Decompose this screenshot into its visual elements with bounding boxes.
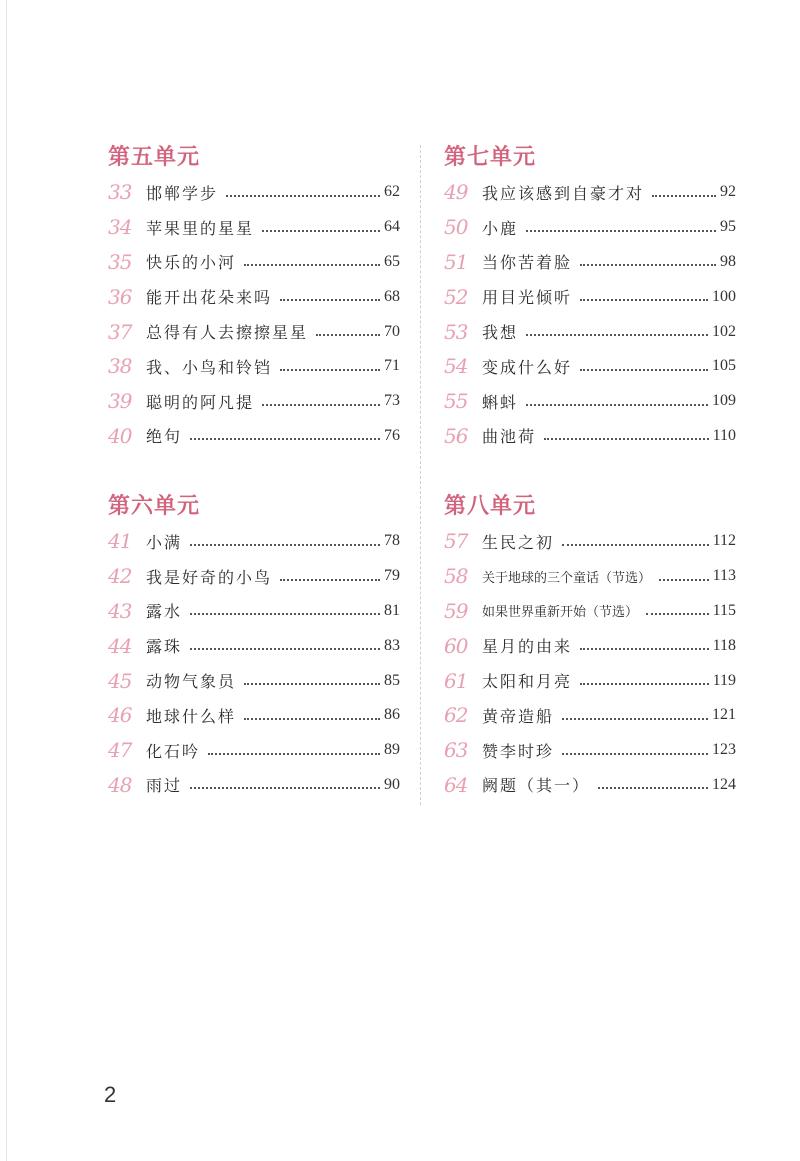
dot-leader (659, 578, 709, 581)
dot-leader (226, 194, 380, 197)
toc-entry[interactable] (444, 559, 736, 594)
lesson-number: 38 (108, 354, 132, 379)
lesson-number: 44 (108, 633, 132, 658)
unit-title: 第八单元 (444, 494, 537, 519)
dot-leader (562, 543, 709, 546)
toc-entry[interactable] (444, 524, 736, 559)
toc-entry[interactable] (444, 175, 736, 210)
lesson-number: 59 (444, 598, 468, 623)
lesson-title: 当你苦着脸 (482, 253, 573, 273)
lesson-title: 苹果里的星星 (146, 218, 255, 238)
dot-leader (580, 263, 716, 266)
toc-entry[interactable] (444, 279, 736, 314)
page-ref: 121 (712, 706, 736, 724)
lesson-title: 邯郸学步 (146, 183, 219, 203)
toc-entry[interactable] (108, 768, 400, 803)
dot-leader (280, 298, 380, 301)
toc-entry[interactable] (108, 175, 400, 210)
lesson-number: 33 (108, 180, 132, 205)
page-ref: 71 (384, 357, 400, 375)
dot-leader (208, 752, 380, 755)
lesson-number: 62 (444, 703, 468, 728)
toc-entry[interactable] (108, 698, 400, 733)
dot-leader (598, 786, 708, 789)
lesson-number: 37 (108, 319, 132, 344)
lesson-title: 露珠 (146, 637, 183, 657)
dot-leader (190, 543, 380, 546)
lesson-title: 我、小鸟和铃铛 (146, 357, 273, 377)
page-ref: 118 (712, 636, 736, 654)
lesson-number: 56 (444, 423, 468, 448)
page-ref: 81 (384, 601, 400, 619)
page-ref: 89 (384, 741, 400, 759)
dot-leader (280, 578, 380, 581)
lesson-title: 关于地球的三个童话（节选） (482, 570, 652, 586)
page-ref: 113 (712, 567, 736, 585)
page-ref: 76 (384, 426, 400, 444)
lesson-number: 49 (444, 180, 468, 205)
dot-leader (580, 298, 708, 301)
dot-leader (562, 717, 708, 720)
toc-entry[interactable] (444, 349, 736, 384)
dot-leader (580, 368, 708, 371)
lesson-title: 星月的由来 (482, 637, 573, 657)
page-ref: 123 (712, 741, 736, 759)
lesson-title: 雨过 (146, 776, 183, 796)
lesson-number: 55 (444, 389, 468, 414)
page-ref: 105 (712, 357, 736, 375)
lesson-number: 39 (108, 389, 132, 414)
toc-entry[interactable] (108, 384, 400, 419)
lesson-title: 用目光倾听 (482, 288, 573, 308)
page-ref: 124 (712, 775, 736, 793)
lesson-number: 41 (108, 529, 132, 554)
dot-leader (526, 229, 716, 232)
page-ref: 64 (384, 218, 400, 236)
toc-entry[interactable] (108, 628, 400, 663)
lesson-title: 阙题（其一） (482, 776, 591, 796)
lesson-number: 46 (108, 703, 132, 728)
lesson-title: 露水 (146, 602, 183, 622)
unit-section (108, 143, 400, 453)
dot-leader (262, 229, 380, 232)
toc-entry[interactable] (108, 419, 400, 454)
unit-section (444, 492, 736, 802)
lesson-title: 如果世界重新开始（节选） (482, 605, 639, 621)
lesson-number: 58 (444, 564, 468, 589)
lesson-title: 变成什么好 (482, 357, 573, 377)
lesson-number: 34 (108, 215, 132, 240)
lesson-title: 绝句 (146, 427, 183, 447)
lesson-title: 我想 (482, 323, 519, 343)
toc-entry[interactable] (444, 768, 736, 803)
toc-entry[interactable] (108, 594, 400, 629)
lesson-number: 42 (108, 564, 132, 589)
page-ref: 95 (720, 218, 736, 236)
page-edge-line (6, 0, 7, 1161)
page-ref: 119 (712, 671, 736, 689)
lesson-title: 蝌蚪 (482, 392, 519, 412)
lesson-title: 快乐的小河 (146, 253, 237, 273)
lesson-number: 63 (444, 738, 468, 763)
page-ref: 73 (384, 392, 400, 410)
lesson-title: 生民之初 (482, 532, 555, 552)
lesson-number: 40 (108, 423, 132, 448)
toc-entry[interactable] (444, 698, 736, 733)
lesson-title: 小满 (146, 532, 183, 552)
page-number: 2 (104, 1082, 117, 1107)
lesson-number: 47 (108, 738, 132, 763)
page-ref: 86 (384, 706, 400, 724)
dot-leader (580, 647, 709, 650)
dot-leader (262, 403, 380, 406)
lesson-title: 能开出花朵来吗 (146, 288, 273, 308)
page-ref: 92 (720, 183, 736, 201)
page-ref: 90 (384, 775, 400, 793)
page-ref: 62 (384, 183, 400, 201)
lesson-number: 48 (108, 772, 132, 797)
lesson-title: 黄帝造船 (482, 706, 555, 726)
page-ref: 68 (384, 287, 400, 305)
lesson-number: 35 (108, 249, 132, 274)
dot-leader (190, 786, 380, 789)
page-ref: 85 (384, 671, 400, 689)
page-ref: 115 (712, 601, 736, 619)
page-ref: 102 (712, 322, 736, 340)
lesson-title: 地球什么样 (146, 706, 237, 726)
lesson-title: 太阳和月亮 (482, 672, 573, 692)
dot-leader (544, 437, 709, 440)
dot-leader (190, 437, 380, 440)
dot-leader (244, 717, 380, 720)
toc-entry[interactable] (108, 210, 400, 245)
toc-entry[interactable] (444, 384, 736, 419)
lesson-number: 51 (444, 249, 468, 274)
column-divider (420, 145, 421, 805)
lesson-number: 60 (444, 633, 468, 658)
lesson-number: 52 (444, 284, 468, 309)
lesson-number: 53 (444, 319, 468, 344)
lesson-title: 我是好奇的小鸟 (146, 567, 273, 587)
dot-leader (562, 752, 708, 755)
toc-entry[interactable] (444, 594, 736, 629)
lesson-title: 小鹿 (482, 218, 519, 238)
lesson-number: 36 (108, 284, 132, 309)
toc-entry[interactable] (108, 349, 400, 384)
toc-entry[interactable] (108, 279, 400, 314)
toc-entry[interactable] (108, 245, 400, 280)
lesson-number: 50 (444, 215, 468, 240)
page-ref: 98 (720, 252, 736, 270)
page-ref: 100 (712, 287, 736, 305)
lesson-title: 化石吟 (146, 741, 201, 761)
toc-entry[interactable] (444, 419, 736, 454)
lesson-title: 总得有人去擦擦星星 (146, 323, 309, 343)
dot-leader (652, 194, 716, 197)
toc-entry[interactable] (444, 733, 736, 768)
dot-leader (646, 612, 709, 615)
lesson-title: 我应该感到自豪才对 (482, 183, 645, 203)
dot-leader (280, 368, 380, 371)
toc-entry[interactable] (444, 663, 736, 698)
toc-entry[interactable] (108, 314, 400, 349)
toc-entry[interactable] (444, 314, 736, 349)
dot-leader (190, 612, 380, 615)
page-ref: 83 (384, 636, 400, 654)
unit-title: 第六单元 (108, 494, 201, 519)
lesson-number: 43 (108, 598, 132, 623)
lesson-number: 64 (444, 772, 468, 797)
lesson-number: 61 (444, 668, 468, 693)
unit-title: 第五单元 (108, 145, 201, 170)
page-ref: 78 (384, 532, 400, 550)
lesson-number: 57 (444, 529, 468, 554)
dot-leader (526, 403, 708, 406)
unit-section (108, 492, 400, 802)
dot-leader (190, 647, 380, 650)
lesson-title: 动物气象员 (146, 672, 237, 692)
lesson-title: 赞李时珍 (482, 741, 555, 761)
page-ref: 65 (384, 252, 400, 270)
page-ref: 112 (712, 532, 736, 550)
toc-entry[interactable] (108, 663, 400, 698)
page-ref: 70 (384, 322, 400, 340)
dot-leader (526, 333, 708, 336)
toc-entry[interactable] (444, 210, 736, 245)
toc-entry[interactable] (108, 559, 400, 594)
lesson-title: 曲池荷 (482, 427, 537, 447)
unit-section (444, 143, 736, 453)
dot-leader (244, 682, 380, 685)
page-ref: 110 (712, 426, 736, 444)
page-ref: 109 (712, 392, 736, 410)
toc-entry[interactable] (108, 524, 400, 559)
unit-title: 第七单元 (444, 145, 537, 170)
dot-leader (316, 333, 380, 336)
lesson-number: 45 (108, 668, 132, 693)
toc-entry[interactable] (444, 628, 736, 663)
toc-entry[interactable] (108, 733, 400, 768)
lesson-number: 54 (444, 354, 468, 379)
dot-leader (244, 263, 380, 266)
lesson-title: 聪明的阿凡提 (146, 392, 255, 412)
toc-entry[interactable] (444, 245, 736, 280)
dot-leader (580, 682, 709, 685)
page-ref: 79 (384, 567, 400, 585)
